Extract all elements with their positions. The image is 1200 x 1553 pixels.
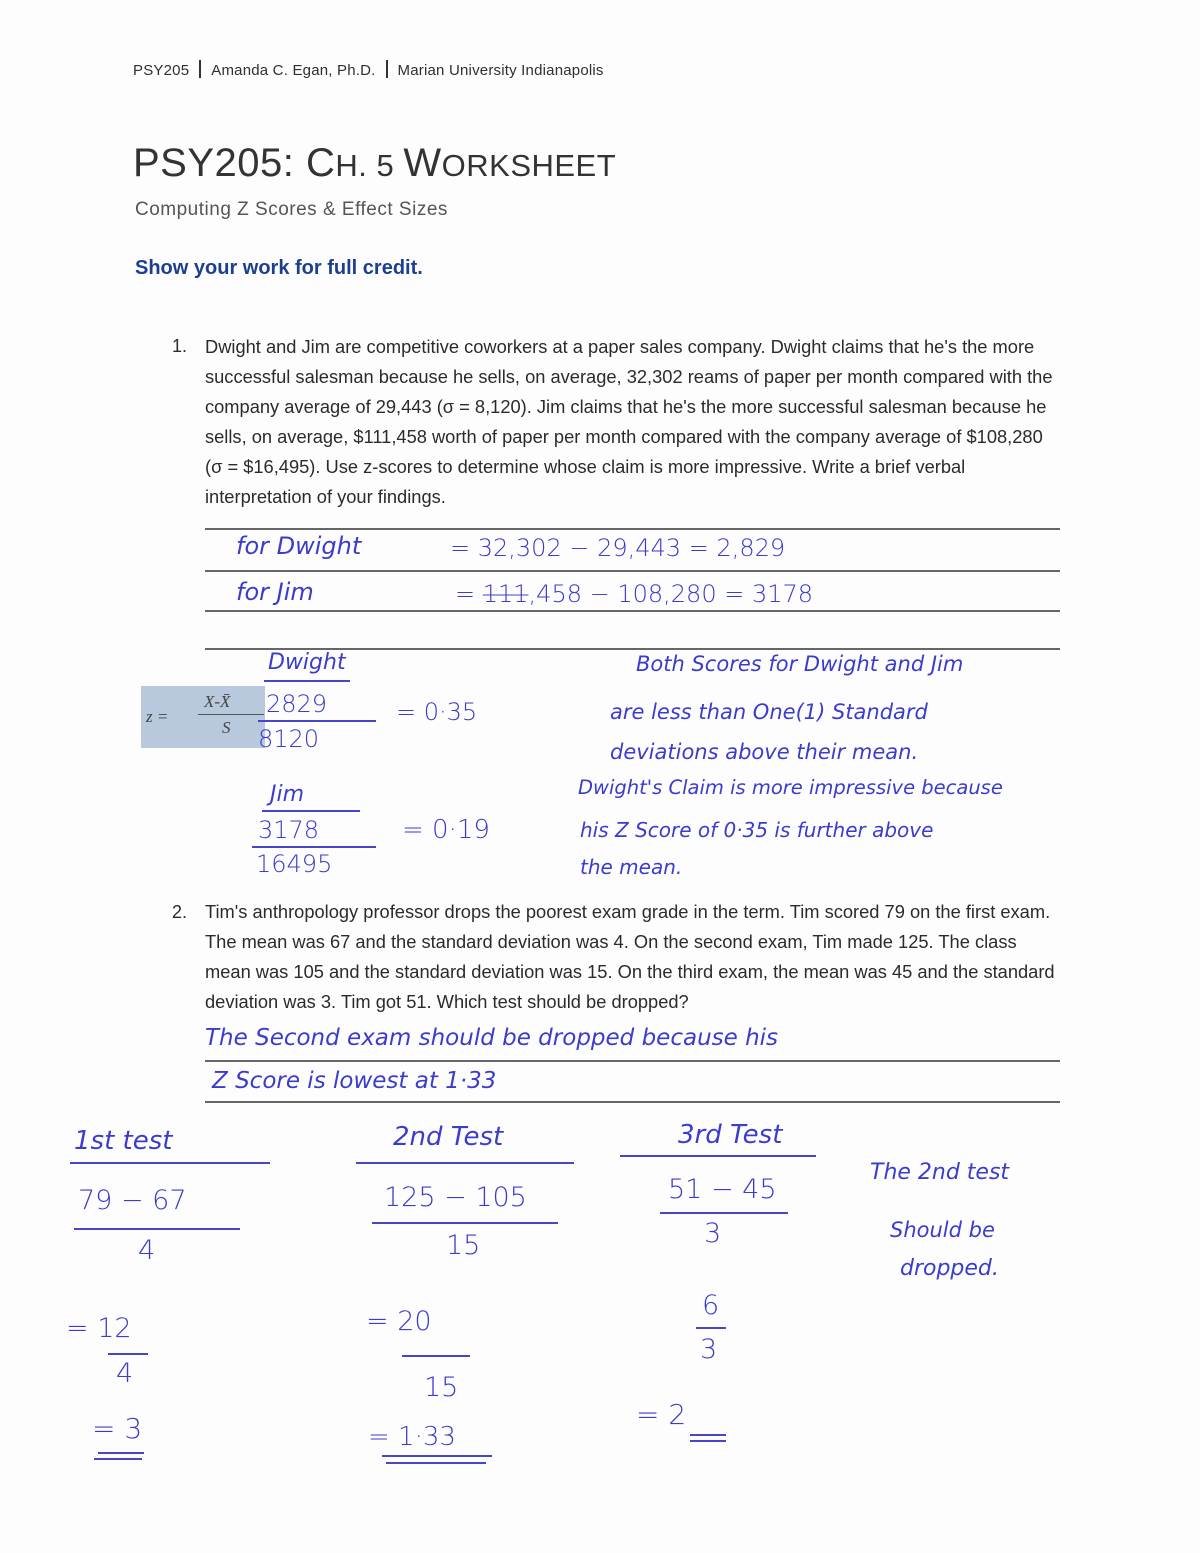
- question-2-number: 2.: [172, 902, 188, 922]
- hw-underline: [620, 1155, 816, 1157]
- hw-fraction-bar: [402, 1355, 470, 1357]
- hw-double-underline: [94, 1458, 142, 1460]
- formula-fraction-bar: [198, 714, 264, 715]
- hw-dwight-label: for Dwight: [236, 532, 362, 560]
- hw-q2-answer-2: Z Score is lowest at 1·33: [212, 1068, 497, 1094]
- answer-line: [205, 610, 1060, 612]
- hw-note-2: Should be: [890, 1218, 995, 1242]
- hw-interpretation-4: Dwight's Claim is more impressive because: [578, 776, 1003, 799]
- hw-fraction-bar: [252, 846, 376, 848]
- hw-double-underline: [98, 1452, 144, 1454]
- hw-test1-step-num: = 12: [66, 1313, 132, 1344]
- hw-test2-result: = 1·33: [368, 1422, 456, 1452]
- hw-test3-den: 3: [704, 1218, 722, 1249]
- question-1-number: 1.: [172, 336, 188, 356]
- formula-numerator: X-X̄: [204, 692, 231, 711]
- page-subtitle: Computing Z Scores & Effect Sizes: [135, 199, 448, 220]
- hw-underline: [356, 1162, 574, 1164]
- hw-note-1: The 2nd test: [870, 1160, 1010, 1185]
- hw-double-underline: [382, 1455, 492, 1457]
- question-2-text: Tim's anthropology professor drops the poorest exam grade in the term. Tim scored 79 on the first exam. The mean was 67 and the standard deviation was 4. On the second exam, Tim made 125. The class mean was 105 and the standard deviation was 15. On the third exam, the mean was 45 and the standard deviation was 3. Tim got 51. Which test should be dropped?: [205, 901, 1055, 1012]
- hw-test3-step-num: 6: [702, 1290, 720, 1321]
- answer-line: [205, 528, 1060, 530]
- hw-test2-num: 125 − 105: [384, 1182, 527, 1213]
- formula-denominator: S: [222, 718, 231, 737]
- page-title: PSY205: CH. 5 WORKSHEET: [133, 141, 617, 185]
- hw-dwight-num: 2829: [266, 690, 328, 718]
- hw-underline: [264, 680, 350, 682]
- answer-line: [205, 570, 1060, 572]
- question-1-text: Dwight and Jim are competitive coworkers at a paper sales company. Dwight claims that he's the more successful salesman because he sells, on average, 32,302 reams of paper per month compared with the company average of 29,443 (σ = 8,120). Jim claims that he's the more successful salesman because he sells, on average, $111,458 worth of paper per month compared with the company average of $108,280 (σ = $16,495). Use z-scores to determine whose claim is more impressive. Write a brief verbal interpretation of your findings.: [205, 336, 1053, 507]
- instructions: Show your work for full credit.: [135, 257, 423, 279]
- hw-double-underline: [690, 1440, 726, 1442]
- hw-jim-den: 16495: [256, 850, 333, 878]
- hw-test1-num: 79 − 67: [78, 1185, 187, 1216]
- hw-dwight-header: Dwight: [268, 650, 346, 675]
- hw-interpretation-6: the mean.: [580, 855, 683, 879]
- hw-q2-answer-1: The Second exam should be dropped because his: [205, 1025, 779, 1051]
- header-institution: Marian University Indianapolis: [397, 62, 604, 79]
- hw-dwight-result: = 0·35: [396, 698, 478, 726]
- answer-line: [205, 1101, 1060, 1103]
- header-separator: [386, 60, 388, 78]
- hw-underline: [70, 1162, 270, 1164]
- page-header: [133, 60, 604, 79]
- hw-fraction-bar: [660, 1212, 788, 1214]
- hw-fraction-bar: [372, 1222, 558, 1224]
- hw-double-underline: [386, 1462, 486, 1464]
- hw-test1-label: 1st test: [74, 1126, 173, 1156]
- hw-test1-den: 4: [138, 1235, 156, 1266]
- hw-test3-result: = 2: [636, 1398, 687, 1431]
- header-author: Amanda C. Egan, Ph.D.: [211, 62, 376, 79]
- hw-note-3: dropped.: [900, 1256, 999, 1281]
- formula-z: z =: [146, 707, 169, 726]
- hw-fraction-bar: [108, 1353, 148, 1355]
- hw-test2-step-num: = 20: [366, 1306, 432, 1337]
- hw-jim-num: 3178: [258, 816, 320, 844]
- hw-dwight-den: 8120: [258, 725, 320, 753]
- hw-jim-header: Jim: [270, 782, 305, 807]
- hw-jim-result: = 0·19: [402, 815, 490, 845]
- hw-test2-step-den: 15: [424, 1372, 459, 1403]
- hw-fraction-bar: [258, 720, 376, 722]
- hw-test2-den: 15: [446, 1230, 481, 1261]
- hw-test1-step-den: 4: [116, 1358, 134, 1389]
- hw-interpretation-1: Both Scores for Dwight and Jim: [636, 652, 964, 676]
- hw-test3-num: 51 − 45: [668, 1174, 777, 1205]
- hw-dwight-calc: = 32,302 − 29,443 = 2,829: [450, 534, 786, 562]
- hw-test3-label: 3rd Test: [678, 1120, 783, 1150]
- answer-line: [205, 1060, 1060, 1062]
- hw-underline: [262, 810, 360, 812]
- hw-fraction-bar: [696, 1327, 726, 1329]
- hw-interpretation-2: are less than One(1) Standard: [610, 700, 928, 724]
- header-separator: [199, 60, 201, 78]
- header-course: PSY205: [133, 62, 190, 79]
- hw-test2-label: 2nd Test: [393, 1122, 504, 1152]
- hw-double-underline: [690, 1434, 726, 1436]
- hw-test1-result: = 3: [92, 1412, 143, 1445]
- hw-interpretation-5: his Z Score of 0·35 is further above: [580, 818, 934, 842]
- hw-jim-label: for Jim: [236, 578, 314, 606]
- hw-fraction-bar: [74, 1228, 240, 1230]
- hw-jim-calc: = 1̶1̶1̶,458 − 108,280 = 3178: [455, 580, 814, 608]
- hw-interpretation-3: deviations above their mean.: [610, 740, 919, 764]
- hw-test3-step-den: 3: [700, 1334, 718, 1365]
